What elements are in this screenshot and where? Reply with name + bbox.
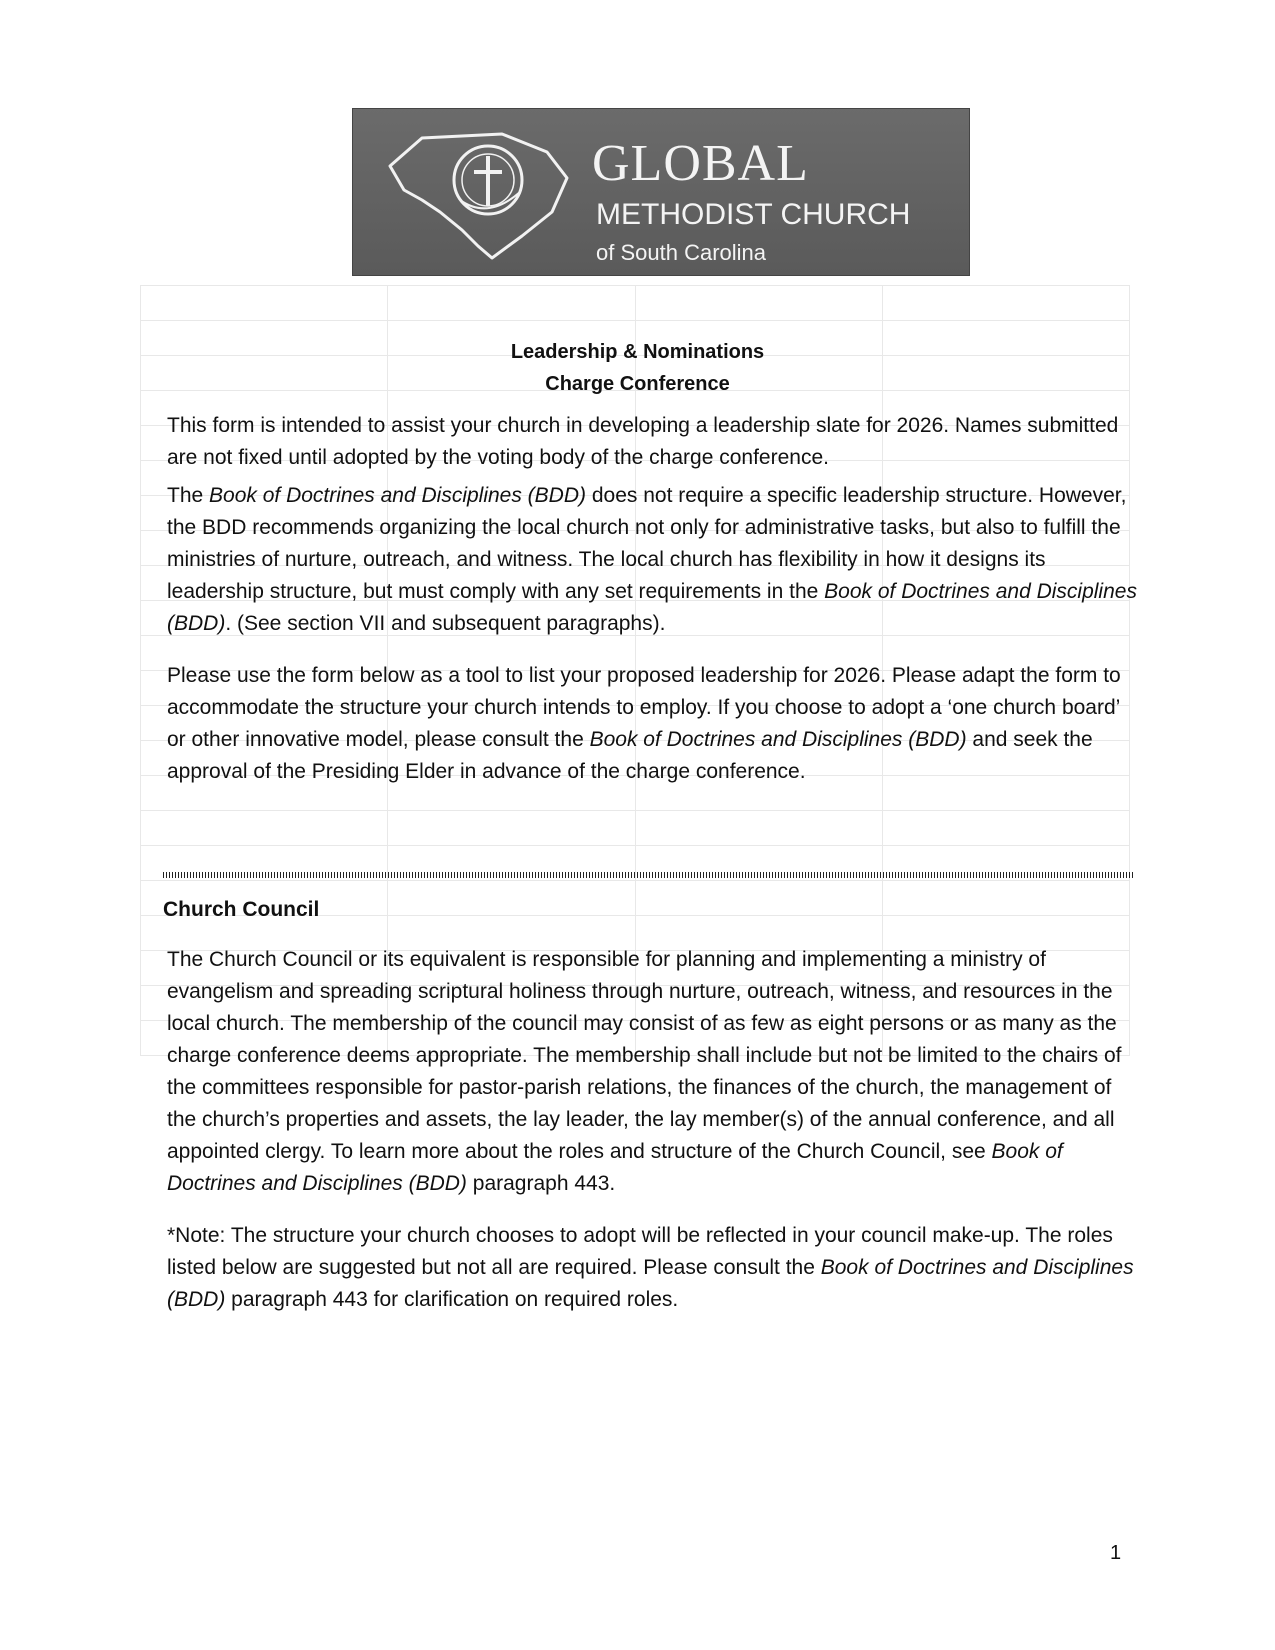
intro-paragraph-2	[167, 480, 1137, 640]
text-span: The	[167, 484, 210, 507]
section-divider	[163, 872, 1133, 878]
text-span: *Note: The structure your church chooses to adopt will be reflected in your council make-up. The roles listed below are suggested but not all are required. Please consult the	[167, 1224, 1113, 1279]
text-span: does not require a specific leadership structure. However, the BDD recommends organizing the local church not only for administrative tasks, but also to fulfill the ministries of nurture, outreach, and witness. The local church has flexibility in how it designs its leadership structure, but must comply with any set requirements in the	[167, 484, 1127, 603]
text-span: . (See section VII and subsequent paragraphs).	[225, 612, 666, 635]
text-span: paragraph 443.	[466, 1172, 616, 1195]
intro-paragraph-3	[167, 660, 1137, 788]
text-span: The Church Council or its equivalent is responsible for planning and implementing a ministry of evangelism and spreading scriptural holiness through nurture, outreach, witness, and resources in the local church. The membership of the council may consist of as few as eight persons or as many as the charge conference deems appropriate. The membership shall include but not be limited to the chairs of the committees responsible for pastor-parish relations, the finances of the church, the management of the church’s properties and assets, the lay leader, the lay member(s) of the annual conference, and all appointed clergy. To learn more about the roles and structure of the Church Council, see	[167, 948, 1122, 1163]
bdd-reference: Book of Doctrines and Disciplines (BDD)	[589, 728, 967, 751]
intro-paragraph-1: This form is intended to assist your church in developing a leadership slate for 2026. Names submitted are not fixed until adopted by the voting body of the charge conference.	[167, 414, 1119, 469]
document-title: Leadership & Nominations	[510, 341, 765, 363]
text-span: Please use the form below as a tool to list your proposed leadership for 2026. Please adapt the form to accommodate the structure your church intends to employ. If you choose to adopt a ‘one church board’ or other innovative model, please consult the	[167, 664, 1121, 751]
logo-line-methodist: METHODIST CHURCH	[596, 198, 911, 231]
bdd-reference: Book of Doctrines and Disciplines (BDD)	[209, 484, 587, 507]
logo-line-region: of South Carolina	[596, 240, 766, 265]
text-span: and seek the approval of the Presiding Elder in advance of the charge conference.	[167, 728, 1093, 783]
bdd-reference: Book of Doctrines and Disciplines (BDD)	[167, 1140, 1063, 1195]
bdd-reference: Book of Doctrines and Disciplines (BDD)	[167, 1256, 1134, 1311]
church-logo	[352, 108, 970, 276]
page-number: 1	[1110, 1542, 1122, 1564]
council-note-paragraph	[167, 1220, 1137, 1316]
text-span: paragraph 443 for clarification on required roles.	[225, 1288, 679, 1311]
church-council-paragraph	[167, 944, 1137, 1200]
bdd-reference: Book of Doctrines and Disciplines (BDD)	[167, 580, 1137, 635]
church-council-heading: Church Council	[163, 898, 320, 921]
logo-line-global: GLOBAL	[592, 135, 809, 192]
document-subtitle: Charge Conference	[545, 373, 730, 395]
